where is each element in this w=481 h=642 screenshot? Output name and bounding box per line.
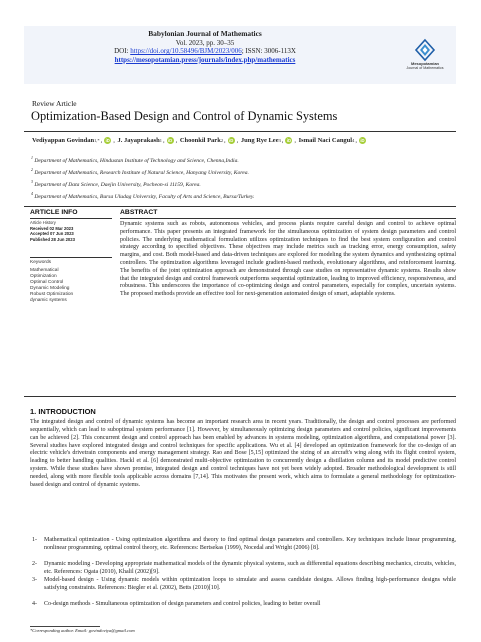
history-label: Article History: [30, 220, 56, 225]
introduction-heading: 1. INTRODUCTION: [30, 407, 96, 416]
doi-line: [30, 47, 380, 56]
doi-link[interactable]: https://doi.org/10.58496/BJM/2023/006: [130, 47, 242, 56]
logo-caption: [388, 62, 462, 71]
doi-label: DOI:: [114, 47, 129, 56]
journal-info: [30, 30, 380, 64]
article-type: Review Article: [32, 99, 77, 108]
author-sup: 2: [220, 138, 224, 143]
info-divider: [30, 218, 112, 219]
keyword: Robust Optimization: [30, 292, 74, 297]
abstract-bottom-divider: [24, 396, 456, 397]
orcid-icon[interactable]: iD: [105, 138, 110, 143]
author-name: Jung Rye Lee: [240, 137, 279, 144]
received-date: Received 02 Mar 2023: [30, 225, 74, 231]
list-text: Co-design methods - Simultaneous optimization of design parameters and control policies, leading to better overall: [44, 601, 321, 607]
title-divider: [24, 131, 456, 132]
author-sup: 3: [278, 138, 281, 143]
abstract-heading: ABSTRACT: [120, 209, 158, 216]
list-number: 4-: [32, 601, 37, 607]
logo-journal: Journal of Mathematics: [406, 66, 444, 71]
journal-name: Babylonian Journal of Mathematics: [148, 29, 262, 38]
abstract-divider: [120, 218, 456, 219]
article-title: Optimization-Based Design and Control of Dynamic Systems: [31, 109, 338, 123]
list-text: Dynamic modeling - Developing appropriate mathematical models of the dynamic physical systems, such as differential equations describing mechanics, circuits, vehicles, etc. References: Ogata (2010), Khalil (2002)[9].: [44, 561, 456, 575]
author-name: J. Jayaprakash: [117, 137, 160, 144]
orcid-icon[interactable]: iD: [360, 138, 365, 143]
introduction-paragraph: The integrated design and control of dynamic systems has become an important research area in recent years. Traditionally, the design and control processes are performed sequentially, which can lead to suboptimal system performance [1]. However, by simultaneously optimizing design parameters and control policies, significant improvements can be achieved [2]. This concurrent design and control approach has been enabled by advances in systems modeling, optimization algorithms, and computational power [3]. Several studies have explored integrated design and control techniques for specific applications. Wu et al. [4] developed an optimization framework for the co-design of an electric vehicle's drivetrain components and energy management strategy. Rao and Bose [5,15] optimized the sizing of an aircraft's wing along with its flight control system, leading to better handling qualities. Hackl et al. [6] demonstrated multi-objective optimization to concurrently design a distillation column and its model predictive control system. While these studies have shown promise, integrated design and control techniques have not yet been widely adopted. Broader methodological development is still needed, along with more flexible tools applicable across domains [7,14]. This motivates the present work, which aims to formulate a general methodology for optimization-based design and control of dynamic systems.: [30, 419, 456, 488]
corresponding-author-note: *Corresponding author. Email: govindoviya@gmail.com: [30, 628, 135, 633]
keyword: Mathematical: [30, 268, 59, 273]
mesopotamian-logo-icon: [413, 38, 437, 62]
affiliation-divider: [24, 206, 456, 207]
author-sup: 1,*: [94, 138, 100, 143]
list-text: Mathematical optimization - Using optimization algorithms and theory to find optimal design parameters and controllers. Key techniques include linear programming, nonlinear programming, optimal control theory, etc. References: Bertsekas (1999), Nocedal and Wright (2006) [8].: [44, 537, 456, 551]
list-item: [32, 537, 456, 553]
affiliation: $^2$ Department of Mathematics, Research Institute of Natural Science, Hanyang University, Korea.: [31, 168, 249, 176]
list-item: [32, 577, 456, 593]
list-item: [32, 561, 456, 577]
keywords-label: Keywords: [30, 260, 52, 265]
author-name: Ismail Naci Cangul: [298, 137, 353, 144]
list-item: [32, 601, 456, 609]
orcid-icon[interactable]: iD: [167, 138, 173, 143]
keyword: Optimal Control: [30, 280, 64, 285]
journal-volume: Vol. 2023, pp. 30–35: [175, 38, 235, 47]
list-number: 3-: [32, 577, 37, 583]
logo-publisher: Mesopotamian: [410, 61, 439, 66]
footnote-divider: [30, 626, 100, 627]
keyword: Dynamic Modeling: [30, 286, 70, 291]
published-date: Published 28 Jun 2023: [30, 236, 75, 242]
author-name: Choonkil Park: [179, 137, 221, 144]
article-info-heading: ARTICLE INFO: [30, 209, 78, 216]
orcid-icon[interactable]: iD: [286, 138, 291, 143]
keyword: dynamic systems: [30, 298, 67, 303]
affiliation: $^3$ Department of Data Science, Daejin University, Pocheon-si 11159, Korea.: [31, 180, 201, 188]
author-sup: 4: [352, 138, 355, 143]
journal-link[interactable]: https://mesopotamian.press/journals/index.php/mathematics: [114, 55, 296, 64]
keyword: Optimization: [30, 274, 57, 279]
list-text: Model-based design - Using dynamic models within optimization loops to simulate and assess candidate designs. Allows finding high-performance designs while satisfying constraints. References: Biegler et al. (2002), Betts (2010)[10].: [44, 577, 456, 591]
list-number: 1-: [32, 537, 37, 543]
issn: ; ISSN: 3006-113X: [241, 47, 296, 56]
article-history: [30, 220, 75, 242]
author-name: Vediyappan Govindan: [32, 137, 95, 144]
affiliation: $^1$ Department of Mathematics, Hindustan Institute of Technology and Science, Chenna,India.: [31, 156, 239, 164]
orcid-icon[interactable]: iD: [229, 138, 234, 143]
abstract-text: Dynamic systems such as robots, autonomous vehicles, and process plants require careful design and control to achieve optimal performance. This paper presents an integrated framework for the simultaneous optimization of system design parameters and control policies. The underlying mathematical formulation utilizes optimization techniques to find the best system configuration and control strategy according to specified objectives. These objectives may include metrics such as tracking error, energy consumption, safety margins, and cost. Both model-based and data-driven techniques are explored for modeling the system dynamics and synthesizing optimal controllers. The optimization algorithms leveraged include gradient-based methods, evolutionary algorithms, and reinforcement learning. The benefits of the joint optimization approach are demonstrated through case studies on representative dynamic systems. Results show that the integrated design and control framework outperforms sequential optimization, leading to improved efficiency, responsiveness, and robustness. This underscores the importance of co-optimizing design and control parameters, especially for complex, uncertain systems. The proposed methods provide an effective tool for next-generation automated design of smart, adaptable systems.: [120, 221, 456, 298]
journal-logo: [403, 38, 447, 82]
author-list: Vediyappan Govindan 1,* , iD , J. Jayaprakash 1 , iD , Choonkil Park 2 , iD , Jung Rye Lee 3 , iD , Ismail Naci Cangul 4 , iD: [32, 137, 365, 144]
info-divider: [30, 257, 112, 258]
list-number: 2-: [32, 561, 37, 567]
author-sup: 1: [159, 138, 162, 143]
keywords-block: [30, 260, 73, 304]
affiliation: $^4$ Department of Mathematics, Bursa Uludag University, Faculty of Arts and Science, Bursa/Turkey.: [31, 192, 255, 200]
accepted-date: Accepted 07 Jun 2023: [30, 231, 74, 237]
